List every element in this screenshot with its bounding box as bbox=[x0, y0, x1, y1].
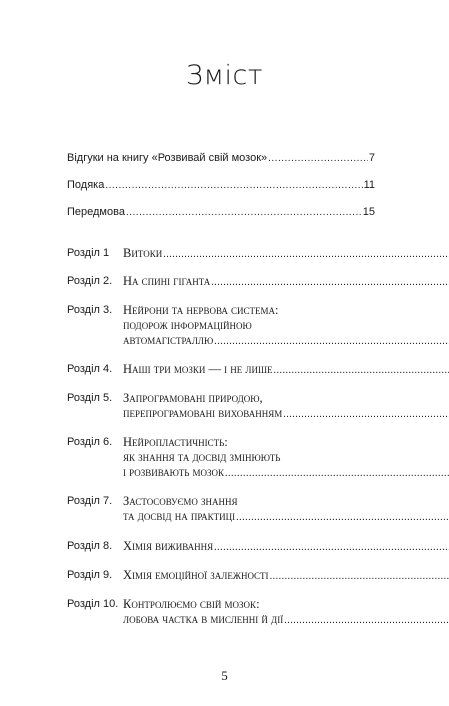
chapter-title-line: Запрограмовані природою, bbox=[123, 391, 263, 405]
dot-leader bbox=[214, 540, 449, 555]
toc-chapter-4[interactable] bbox=[67, 362, 375, 378]
toc-entry-page: 7 bbox=[368, 152, 375, 164]
chapter-label: Розділ 1 bbox=[67, 247, 110, 259]
dot-leader bbox=[211, 275, 449, 290]
chapter-title-line: як знання та досвід змінюють bbox=[123, 450, 281, 464]
chapter-title-line: Застосовуємо знання bbox=[123, 494, 238, 508]
dot-leader bbox=[225, 466, 449, 481]
chapter-title-line: Нейрони та нервова система: bbox=[123, 303, 279, 317]
chapter-title-line: Витоки bbox=[123, 246, 163, 260]
chapter-title-line: подорож інформаційною bbox=[123, 318, 252, 332]
chapter-label: Розділ 8. bbox=[67, 540, 113, 552]
chapter-label: Розділ 9. bbox=[67, 569, 113, 581]
toc-chapter-1[interactable] bbox=[67, 246, 375, 262]
page-number: 5 bbox=[221, 668, 228, 683]
toc-chapter-9[interactable] bbox=[67, 568, 375, 584]
chapter-label: Розділ 3. bbox=[67, 304, 113, 316]
chapter-title-line: Контролюємо свій мозок: bbox=[123, 597, 260, 611]
chapter-title-line: Нейропластичність: bbox=[123, 435, 228, 449]
chapter-label: Розділ 2. bbox=[67, 275, 113, 287]
chapter-title-line: Хімія виживання bbox=[123, 539, 214, 553]
dot-leader bbox=[214, 334, 449, 349]
toc-entry-page: 15 bbox=[362, 206, 375, 218]
chapter-title-line: На спині гіганта bbox=[123, 274, 211, 288]
toc-chapter-2[interactable] bbox=[67, 274, 375, 290]
chapter-title-line: перепрограмовані вихованням bbox=[123, 406, 283, 420]
chapter-label: Розділ 4. bbox=[67, 363, 113, 375]
dot-leader bbox=[283, 407, 449, 422]
toc-chapter-8[interactable] bbox=[67, 539, 375, 555]
toc-entry-foreword[interactable] bbox=[67, 205, 375, 220]
toc-chapter-5[interactable] bbox=[67, 391, 375, 422]
toc-entry-title: Відгуки на книгу «Розвивай свій мозок» bbox=[67, 152, 268, 164]
chapter-title-line: лобова частка в мисленні й дії bbox=[123, 612, 284, 626]
toc-chapter-10[interactable] bbox=[67, 597, 375, 628]
dot-leader bbox=[105, 178, 362, 193]
chapter-label: Розділ 10. bbox=[67, 598, 119, 610]
page-title: Зміст bbox=[185, 60, 264, 91]
dot-leader bbox=[163, 247, 449, 262]
chapter-label: Розділ 5. bbox=[67, 392, 113, 404]
dot-leader bbox=[268, 151, 368, 166]
toc-chapter-7[interactable] bbox=[67, 494, 375, 525]
chapter-label: Розділ 6. bbox=[67, 436, 113, 448]
dot-leader bbox=[274, 363, 449, 378]
dot-leader bbox=[126, 205, 362, 220]
toc-entry-page: 11 bbox=[363, 179, 375, 191]
toc-entry-reviews[interactable] bbox=[67, 151, 375, 166]
dot-leader bbox=[270, 569, 449, 584]
toc-chapter-3[interactable] bbox=[67, 303, 375, 349]
chapter-title-line: автомагістраллю bbox=[123, 333, 214, 347]
toc-chapter-6[interactable] bbox=[67, 435, 375, 481]
chapter-title-line: і розвивають мозок bbox=[123, 465, 225, 479]
dot-leader bbox=[284, 613, 449, 628]
toc-entry-title: Подяка bbox=[67, 179, 105, 191]
chapter-title-line: Наші три мозки — і не лише bbox=[123, 362, 273, 376]
chapter-title-line: та досвід на практиці bbox=[123, 509, 236, 523]
dot-leader bbox=[236, 510, 449, 525]
chapter-title-line: Хімія емоційної залежності bbox=[123, 568, 269, 582]
chapter-label: Розділ 7. bbox=[67, 495, 113, 507]
toc-entry-title: Передмова bbox=[67, 206, 125, 218]
toc-entry-acknowledgements[interactable] bbox=[67, 178, 375, 193]
